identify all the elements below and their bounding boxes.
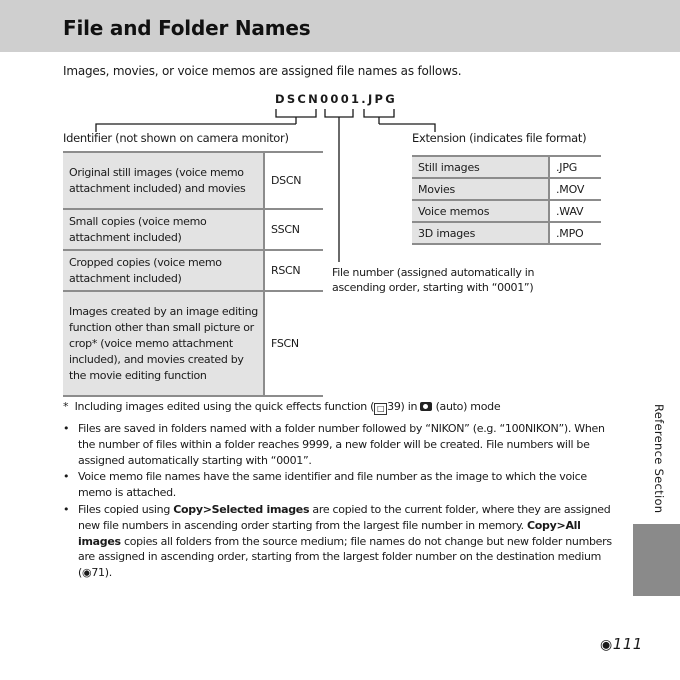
extension-heading: Extension (indicates file format) — [412, 131, 587, 145]
list-item: • Files are saved in folders named with a folder number followed by “NIKON” (e.g. “100NIKON”). When the number of files within a folder reaches 9999, a new folder will be created. File numbers will be assigned automatically starting with “0001”. — [63, 422, 605, 467]
camera-auto-mode-icon — [420, 402, 432, 411]
table-row — [63, 290, 323, 397]
identifier-description: Original still images (voice memo attachment included) and movies — [63, 151, 265, 208]
extension-value: .MOV — [550, 177, 601, 199]
table-row — [412, 199, 601, 221]
extension-type: Still images — [412, 155, 550, 177]
book-reference-icon: □ — [374, 403, 387, 415]
table-row — [412, 155, 601, 177]
extension-value: .JPG — [550, 155, 601, 177]
table-row — [412, 221, 601, 245]
identifier-code: DSCN — [265, 151, 323, 208]
list-item: • Files copied using Copy>Selected images are copied to the current folder, where they are assigned new file numbers in ascending order starting from the largest file number in memory. Copy>All images copies all folders from the source medium; file names do not change but new folder numbers are assigned in ascending order, starting from the largest folder number on the destination medium (◉71). — [63, 502, 612, 580]
side-section-tab[interactable] — [633, 524, 680, 596]
page-title: File and Folder Names — [63, 16, 311, 40]
extension-table — [412, 155, 601, 245]
list-item: • Voice memo file names have the same identifier and file number as the image to which the voice memo is attached. — [63, 470, 587, 500]
reference-section-icon: ◉ — [82, 566, 92, 580]
menu-term: All images — [78, 518, 581, 548]
reference-section-icon: ◉ — [600, 637, 613, 653]
identifier-code: RSCN — [265, 249, 323, 290]
extension-type: Voice memos — [412, 199, 550, 221]
footnote: * Including images edited using the quick effects function ( □ 39) in (auto) mode — [63, 400, 501, 413]
filename-example: DSCN0001.JPG — [275, 92, 398, 106]
table-row — [63, 151, 323, 208]
identifier-description: Small copies (voice memo attachment included) — [63, 208, 265, 249]
identifier-code: FSCN — [265, 290, 323, 397]
identifier-description: Cropped copies (voice memo attachment included) — [63, 249, 265, 290]
extension-type: Movies — [412, 177, 550, 199]
menu-term: Selected images — [211, 502, 310, 516]
reference-link[interactable]: 71 — [91, 566, 105, 580]
menu-term: Copy — [173, 502, 203, 516]
identifier-code: SSCN — [265, 208, 323, 249]
side-section-label: Reference Section — [652, 404, 666, 514]
identifier-heading: Identifier (not shown on camera monitor) — [63, 131, 289, 145]
table-row — [63, 208, 323, 249]
reference-link[interactable]: 39 — [387, 400, 401, 413]
footnote-marker: * — [63, 400, 69, 413]
page-number: ◉111 — [600, 635, 643, 653]
table-row — [412, 177, 601, 199]
identifier-description: Images created by an image editing function other than small picture or crop* (voice memo attachment included), and movies created by the movie editing function — [63, 290, 265, 397]
menu-term: Copy — [527, 518, 557, 532]
extension-value: .MPO — [550, 221, 601, 245]
extension-type: 3D images — [412, 221, 550, 245]
table-row — [63, 249, 323, 290]
file-number-note: File number (assigned automatically in ascending order, starting with “0001”) — [332, 266, 535, 294]
intro-text: Images, movies, or voice memos are assigned file names as follows. — [63, 64, 462, 78]
identifier-table — [63, 151, 323, 397]
extension-value: .WAV — [550, 199, 601, 221]
notes-list — [63, 421, 623, 582]
